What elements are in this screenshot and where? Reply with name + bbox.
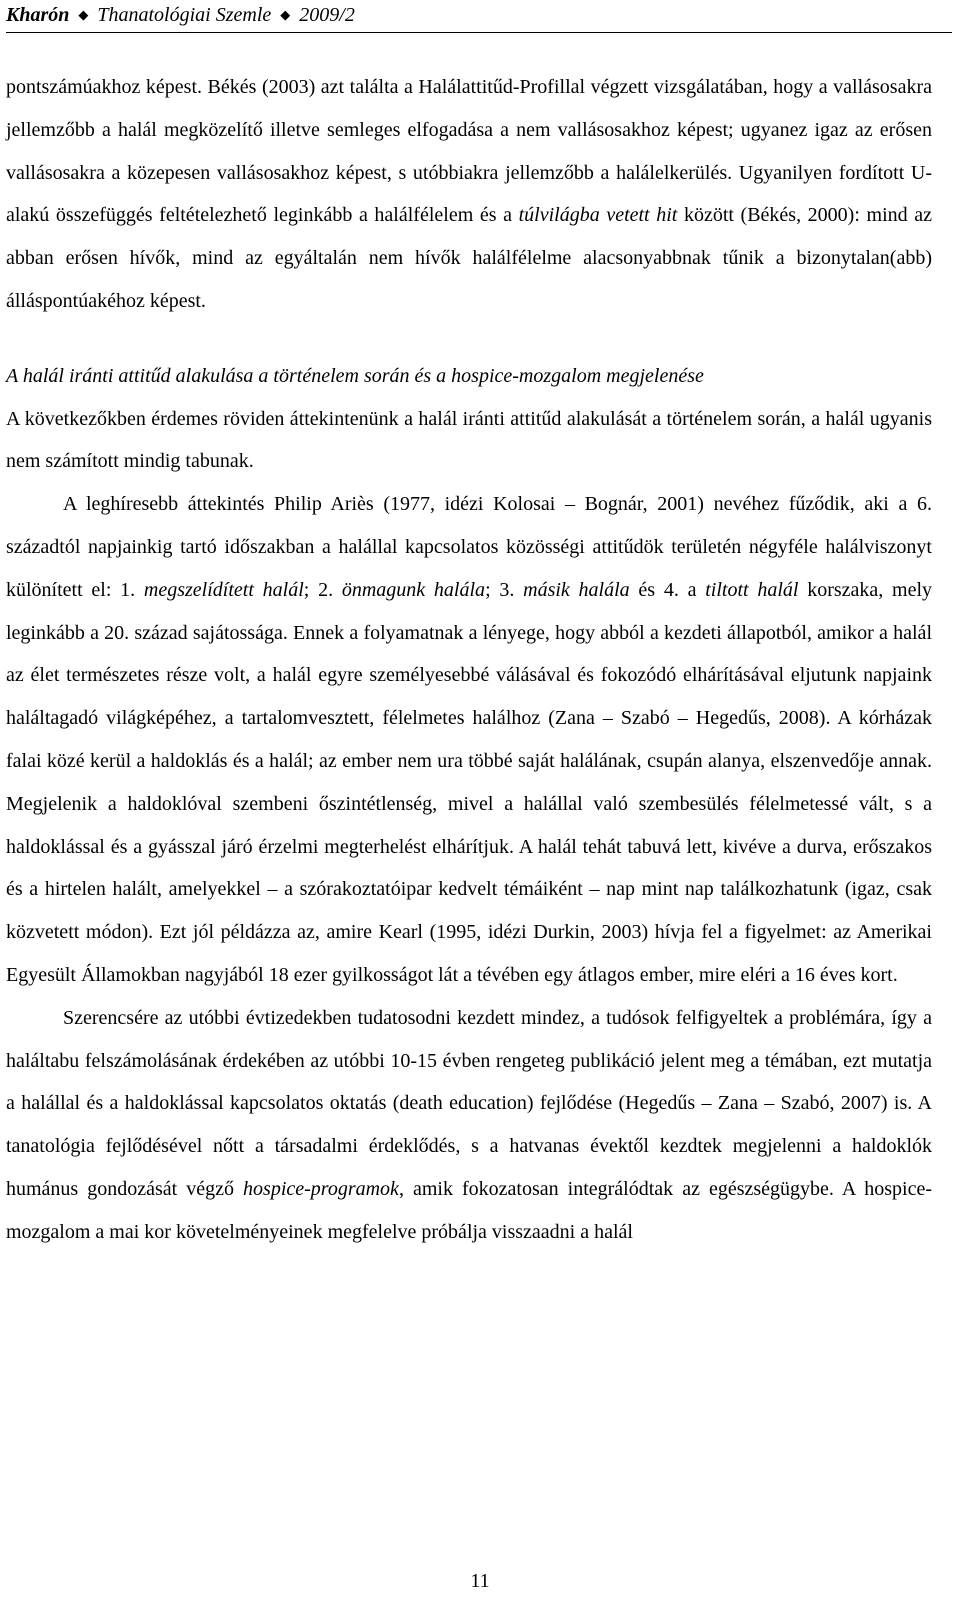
section-heading: A halál iránti attitűd alakulása a történelem során és a hospice-mozgalom megjelenése <box>6 364 704 387</box>
diamond-separator-icon: ◆ <box>280 7 291 22</box>
paragraph-4: Szerencsére az utóbbi évtizedekben tudatosodni kezdett mindez, a tudósok felfigyeltek a problémára, így a haláltabu felszámolásának érdekében az utóbbi 10-15 évben rengeteg publikáció jelent meg a témában, ezt mutatja a halállal és a haldoklással kapcsolatos oktatás (death education) fejlődése (Hegedűs – Zana – Szabó, 2007) is. A tanatológia fejlődésével nőtt a társadalmi érdeklődés, s a hatvanas évektől kezdtek megjelenni a haldoklók humánus gondozását végző hospice-programok, amik fokozatosan integrálódtak az egészségügybe. A hospice-mozgalom a mai kor követelményeinek megfelelve próbálja visszaadni a halál <box>6 1006 932 1243</box>
running-header <box>6 0 952 33</box>
paragraph-1: pontszámúakhoz képest. Békés (2003) azt találta a Halálattitűd-Profillal végzett vizsgálatában, hogy a vallásosakra jellemzőbb a halál megközelítő illetve semleges elfogadása a nem vallásosakhoz képest; ugyanez igaz az erősen vallásosakra a közepesen vallásosakhoz képest, s utóbbiakra jellemzőbb a halálelkerülés. Ugyanilyen fordított U-alakú összefüggés feltételezhető leginkább a halálfélelem és a túlvilágba vetett hit között (Békés, 2000): mind az abban erősen hívők, mind az egyáltalán nem hívők halálfélelme alacsonyabbnak tűnik a bizonytalan(abb) álláspontúakéhoz képest. <box>6 76 932 312</box>
italic-term: megszelídített halál <box>143 578 304 601</box>
italic-term: hospice-programok <box>243 1177 399 1200</box>
paragraph-3: A leghíresebb áttekintés Philip Ariès (1977, idézi Kolosai – Bognár, 2001) nevéhez fűződik, aki a 6. századtól napjainkig tartó időszakban a halállal kapcsolatos közösségi attitűdök területén négyféle halálviszonyt különített el: 1. megszelídített halál; 2. önmagunk halála; 3. másik halála és 4. a tiltott halál korszaka, mely leginkább a 20. század sajátossága. Ennek a folyamatnak a lényege, hogy abból a kezdeti állapotból, amikor a halál az élet természetes része volt, a halál egyre személyesebbé válásával és fokozódó elhárításával eljutunk napjaink haláltagadó világképéhez, a tartalomvesztett, félelmetes halálhoz (Zana – Szabó – Hegedűs, 2008). A kórházak falai közé kerül a haldoklás és a halál; az ember nem ura többé saját halálának, csupán alanya, elszenvedője annak. Megjelenik a haldoklóval szembeni őszintétlenség, mivel a halállal való szembesülés félelmetessé vált, s a haldoklással és a gyásszal járó érzelmi megterhelést elhárítjuk. A halál tehát tabuvá lett, kivéve a durva, erőszakos és a hirtelen halált, amelyekkel – a szórakoztatóipar kedvelt témáiként – nap mint nap találkozhatunk (igaz, csak közvetett módon). Ezt jól példázza az, amire Kearl (1995, idézi Durkin, 2003) hívja fel a figyelmet: az Amerikai Egyesült Államokban nagyjából 18 ezer gyilkosságot lát a tévében egy átlagos ember, mire eléri a 16 éves kort. <box>6 493 933 986</box>
page-number: 11 <box>470 1570 490 1592</box>
paragraph-2: A következőkben érdemes röviden áttekintenünk a halál iránti attitűd alakulását a történelem során, a halál ugyanis nem számított mindig tabunak. <box>6 407 932 473</box>
italic-term: túlvilágba vetett hit <box>518 204 678 227</box>
journal-name: Kharón <box>6 4 70 26</box>
article-body <box>6 66 932 1254</box>
diamond-separator-icon: ◆ <box>78 7 89 22</box>
italic-term: önmagunk halála <box>341 578 486 601</box>
italic-term: másik halála <box>523 578 630 601</box>
issue-number: 2009/2 <box>299 4 355 26</box>
journal-subtitle: Thanatológiai Szemle <box>97 4 272 26</box>
italic-term: tiltott halál <box>705 578 799 601</box>
